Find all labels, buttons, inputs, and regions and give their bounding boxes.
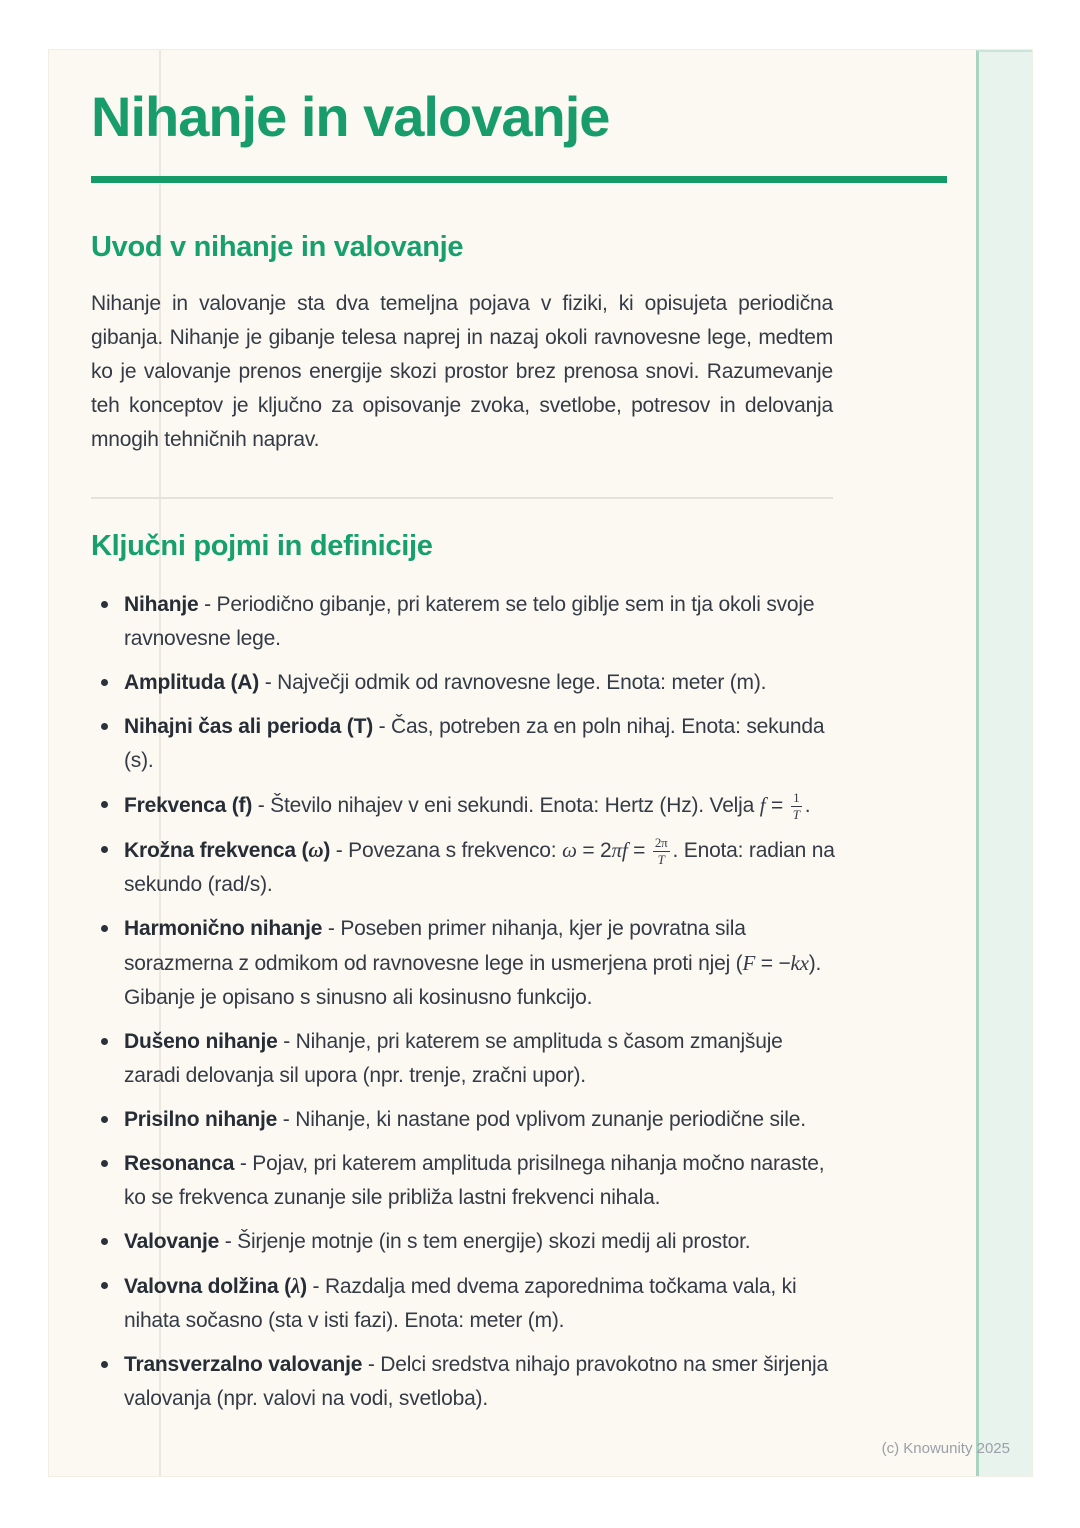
definition-text: - Pojav, pri katerem amplituda prisilnega nihanja močno naraste, ko se frekvenca zunanje sile približa lastni frekvenci nihala. — [124, 1151, 825, 1209]
definition-text: = — [627, 838, 651, 862]
definition-term: Valovna dolžina ( — [124, 1274, 291, 1298]
page-right-accent-strip — [976, 50, 1032, 1476]
definition-text: . Enota: radian na sekundo (rad/s). — [124, 838, 835, 896]
definition-term: Transverzalno valovanje — [124, 1352, 363, 1376]
definition-text: - Širjenje motnje (in s tem energije) skozi medij ali prostor. — [219, 1229, 751, 1253]
bullet-icon — [101, 1160, 108, 1167]
definition-text: kx — [790, 950, 809, 975]
definition-text: - Povezana s frekvenco: — [330, 838, 563, 862]
definition-text: - Periodično gibanje, pri katerem se telo giblje sem in tja okoli svoje ravnovesne lege. — [124, 592, 815, 650]
bullet-icon — [101, 679, 108, 686]
definitions-list — [91, 588, 839, 1416]
definition-text: - Razdalja med dvema zaporednima točkama vala, ki nihata sočasno (sta v isti fazi). Enota: meter (m). — [124, 1274, 797, 1332]
definition-item — [91, 588, 841, 656]
definition-term: Valovanje — [124, 1229, 220, 1253]
definition-text: f — [759, 792, 766, 817]
page-title: Nihanje in valovanje — [91, 85, 610, 148]
definition-text: - Nihanje, pri katerem se amplituda s časom zmanjšuje zaradi delovanja sil upora (npr. trenje, zračni upor). — [124, 1029, 783, 1087]
bullet-icon — [101, 801, 108, 808]
definition-item — [91, 1269, 841, 1338]
definition-term: ) — [300, 1274, 307, 1298]
definition-term: Dušeno nihanje — [124, 1029, 278, 1053]
definition-item — [91, 912, 841, 1015]
definition-text: ω — [562, 837, 577, 862]
copyright-notice: (c) Knowunity 2025 — [881, 1440, 1010, 1457]
definition-term: Harmonično nihanje — [124, 916, 323, 940]
definitions-section-heading: Ključni pojmi in definicije — [91, 529, 433, 562]
definition-text: = — [765, 793, 789, 817]
definition-term: Nihanje — [124, 592, 199, 616]
definition-text: - Delci sredstva nihajo pravokotno na smer širjenja valovanja (npr. valovi na vodi, svetloba). — [124, 1352, 828, 1410]
definition-text: - Čas, potreben za en poln nihaj. Enota: sekunda (s). — [124, 714, 825, 772]
definition-text: πf — [611, 837, 628, 862]
bullet-icon — [101, 846, 108, 853]
bullet-icon — [101, 1238, 108, 1245]
definition-item — [91, 1147, 841, 1215]
math-fraction: $\frac{1}{T}$ — [792, 790, 800, 822]
page-content — [91, 50, 839, 1426]
definition-item — [91, 1103, 841, 1137]
definition-term: Nihajni čas ali perioda (T) — [124, 714, 373, 738]
definition-item — [91, 1348, 841, 1416]
definition-term: Krožna frekvenca ( — [124, 838, 309, 862]
definition-term: Resonanca — [124, 1151, 235, 1175]
bullet-icon — [101, 1038, 108, 1045]
definition-item — [91, 1225, 841, 1259]
bullet-icon — [101, 925, 108, 932]
definition-item — [91, 710, 841, 778]
definition-item — [91, 1025, 841, 1093]
definition-text: ). Gibanje je opisano s sinusno ali kosinusno funkcijo. — [124, 951, 822, 1009]
bullet-icon — [101, 601, 108, 608]
definition-term: Prisilno nihanje — [124, 1107, 278, 1131]
definition-term: ω — [308, 837, 324, 862]
definition-text: . — [804, 793, 811, 817]
section-divider — [91, 497, 833, 499]
definition-text: = − — [755, 951, 791, 975]
math-fraction: $\frac{2\pi}{T}$ — [654, 835, 668, 867]
bullet-icon — [101, 1361, 108, 1368]
title-underline — [91, 176, 947, 183]
intro-section-heading: Uvod v nihanje in valovanje — [91, 231, 464, 263]
definition-item — [91, 788, 841, 823]
definition-term: Frekvenca (f) — [124, 793, 253, 817]
bullet-icon — [101, 723, 108, 730]
intro-paragraph: Nihanje in valovanje sta dva temeljna pojava v fiziki, ki opisujeta periodična gibanja. Nihanje je gibanje telesa naprej in nazaj okoli ravnovesne lege, medtem ko je valovanje prenos energije skozi prostor brez prenosa snovi. Razumevanje teh konceptov je ključno za opisovanje zvoka, svetlobe, potresov in delovanja mnogih tehničnih naprav. — [91, 291, 833, 451]
definition-text: - Nihanje, ki nastane pod vplivom zunanje periodične sile. — [277, 1107, 806, 1131]
definition-term: ) — [323, 838, 331, 862]
definition-term: Amplituda (A) — [124, 670, 260, 694]
definition-text: F — [742, 950, 756, 975]
definition-term: λ — [290, 1273, 301, 1298]
bullet-icon — [101, 1282, 108, 1289]
bullet-icon — [101, 1116, 108, 1123]
definition-item — [91, 666, 841, 700]
definition-item — [91, 833, 841, 902]
definition-text: - Največji odmik od ravnovesne lege. Enota: meter (m). — [259, 670, 767, 694]
definition-text: - Poseben primer nihanja, kjer je povratna sila sorazmerna z odmikom od ravnovesne lege in usmerjena proti njej ( — [124, 916, 746, 975]
document-page — [48, 49, 1033, 1477]
definition-text: = 2 — [576, 838, 612, 862]
definition-text: - Število nihajev v eni sekundi. Enota: Hertz (Hz). Velja — [252, 793, 760, 817]
